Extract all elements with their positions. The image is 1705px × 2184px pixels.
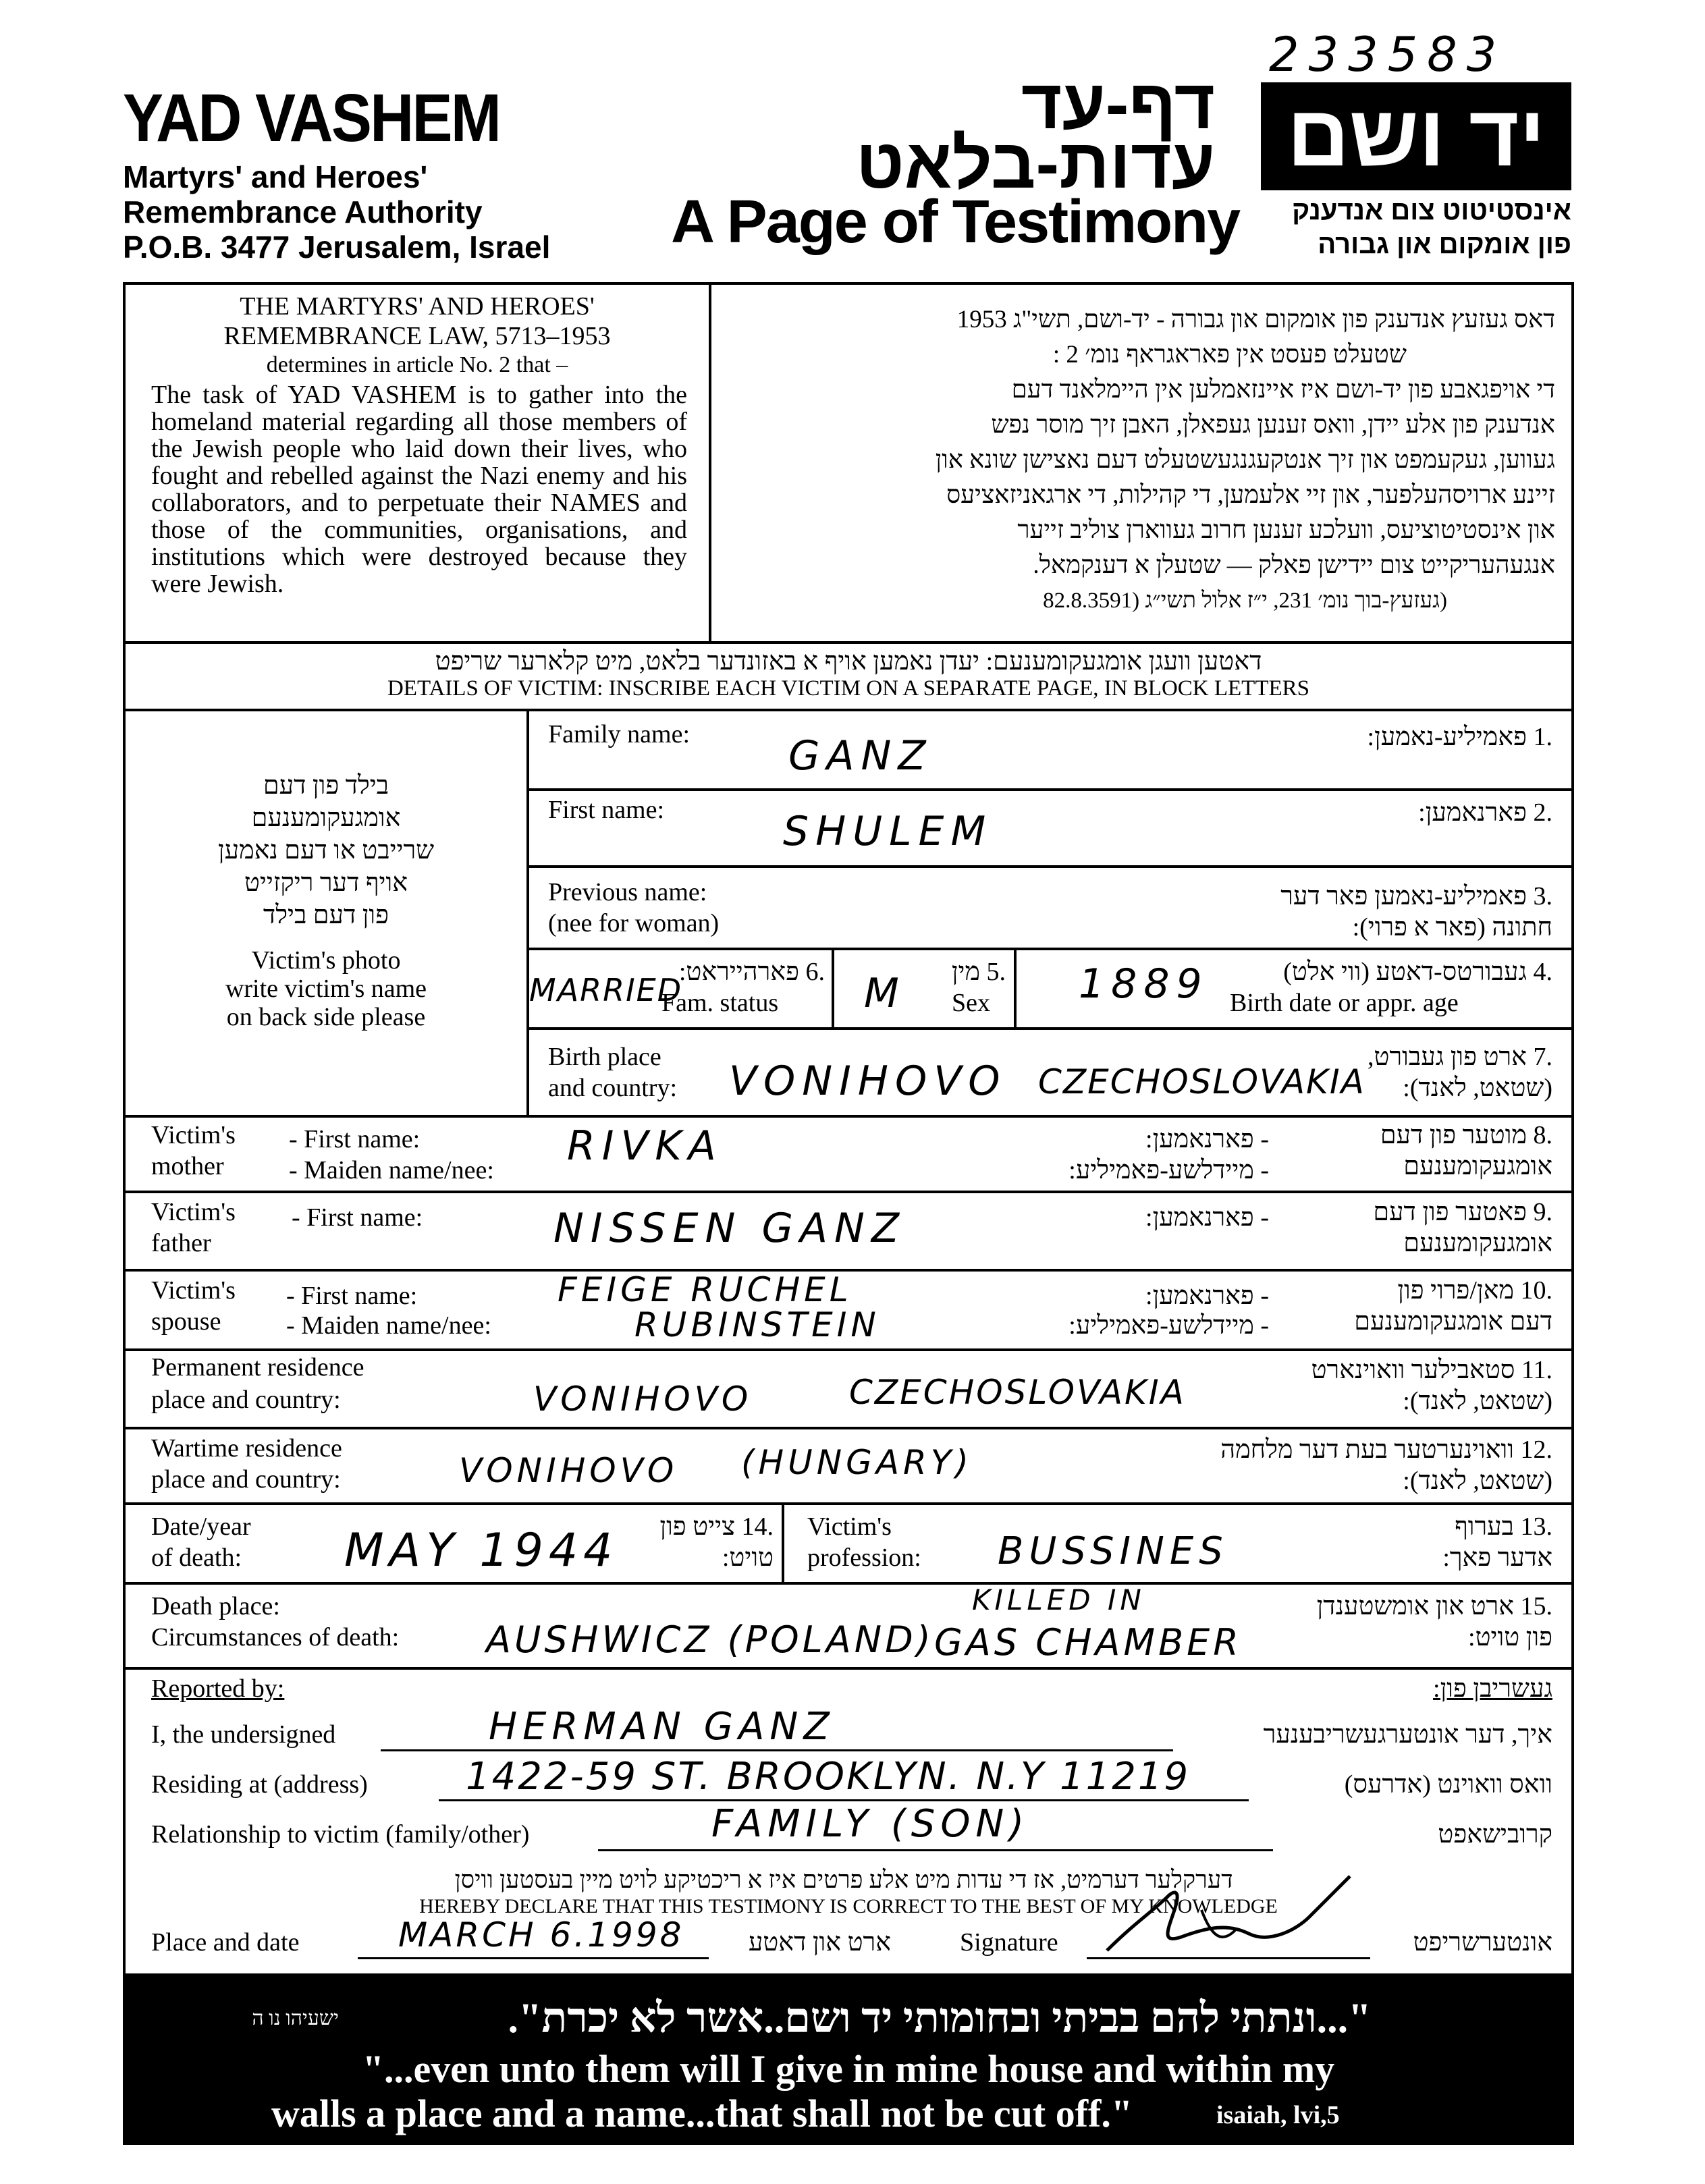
law-yiddish-line: אנדענק פון אלע יידן, וואס זענען געפאלן, האבן זיך מוסר נפש <box>991 411 1555 439</box>
death-note-value[interactable]: KILLED IN <box>972 1583 1145 1616</box>
spouse-maiden-name-label: - Maiden name/nee: <box>286 1311 491 1340</box>
declaration-english: HEREBY DECLARE THAT THIS TESTIMONY IS CORRECT TO THE BEST OF MY KNOWLEDGE <box>419 1895 1278 1917</box>
photo-yiddish-line: בילד פון דעם <box>263 771 389 800</box>
spouse-maiden-name-heb-label: - מיידלשע-פאמיליע: <box>1068 1311 1269 1340</box>
org-name-line2: Remembrance Authority <box>123 194 483 229</box>
signature-label: Signature <box>960 1928 1058 1957</box>
footer-hebrew-quote: "...ונתתי להם בביתי ובחומותי יד ושם..אשר לא יכרת". <box>508 1996 1372 2042</box>
place-date-heb-label: ארט און דאטע <box>748 1928 891 1957</box>
details-heading-english: DETAILS OF VICTIM: INSCRIBE EACH VICTIM ON A SEPARATE PAGE, IN BLOCK LETTERS <box>387 676 1310 701</box>
fam-status-heb-label: .6 פארהייראט: <box>678 958 825 986</box>
death-circumstance-value[interactable]: GAS CHAMBER <box>934 1621 1242 1664</box>
birth-place-value[interactable]: VONIHOVO <box>729 1058 1007 1105</box>
spouse-first-name-value[interactable]: FEIGE RUCHEL <box>558 1270 852 1309</box>
mother-maiden-name-label: - Maiden name/nee: <box>289 1156 494 1184</box>
previous-name-sublabel: (nee for woman) <box>548 909 720 937</box>
page-title: A Page of Testimony <box>671 188 1240 256</box>
death-date-heb-sublabel: טויט: <box>722 1544 774 1572</box>
wartime-place-value[interactable]: VONIHOVO <box>459 1451 678 1490</box>
birth-place-heb-label: .7 ארט פון געבורט, <box>1368 1043 1552 1071</box>
address-value[interactable]: 1422-59 ST. BROOKLYN. N.Y 11219 <box>466 1755 1191 1799</box>
fam-status-value[interactable]: MARRIED <box>529 972 683 1008</box>
sex-value[interactable]: M <box>864 970 906 1017</box>
first-name-heb-label: .2 פארנאמען: <box>1418 798 1552 827</box>
declaration-yiddish: דערקלער דערמיט, אז די עדות מיט אלע פרטים איז א ריכטיקע לויט מיין בעסטען וויסן <box>454 1866 1233 1893</box>
profession-heb-sublabel: אדער פאך: <box>1442 1544 1552 1572</box>
spouse-first-name-heb-label: - פארנאמען: <box>1145 1282 1269 1310</box>
birth-date-heb-label: .4 געבורטס-דאטע (ווי אלט) <box>1283 958 1552 986</box>
fam-status-label: Fam. status <box>661 989 779 1017</box>
footer-hebrew-source: ישעיהו נו ה <box>252 2007 339 2029</box>
header-title: YAD VASHEM <box>123 80 500 156</box>
death-date-value[interactable]: MAY 1944 <box>344 1524 618 1577</box>
law-heading-3: determines in article No. 2 that – <box>266 352 568 377</box>
permanent-residence-heb-sublabel: (שטאט, לאנד): <box>1403 1387 1552 1415</box>
spouse-label: Victim's <box>151 1276 236 1305</box>
undersigned-heb-label: איך, דער אונטערגעשריבענער <box>1263 1720 1552 1749</box>
birth-date-label: Birth date or appr. age <box>1230 989 1459 1017</box>
wartime-residence-sublabel: place and country: <box>151 1465 341 1494</box>
org-name-line1: Martyrs' and Heroes' <box>123 159 428 194</box>
relationship-heb-label: קרובישאפט <box>1438 1820 1552 1849</box>
death-date-sublabel: of death: <box>151 1544 242 1572</box>
photo-instructions-english <box>126 946 526 1031</box>
death-place-heb-sublabel: פון טויט: <box>1468 1623 1552 1651</box>
footer-english-line2: walls a place and a name...that shall not be cut off." <box>271 2092 1133 2135</box>
mother-sublabel: mother <box>151 1152 224 1180</box>
previous-name-heb-sublabel: חתונה (פאר א פרוי): <box>1352 913 1552 941</box>
birth-place-heb-sublabel: (שטאט, לאנד): <box>1403 1074 1552 1102</box>
law-yiddish <box>724 302 1555 618</box>
profession-value[interactable]: BUSSINES <box>998 1529 1228 1573</box>
family-name-heb-label: .1 פאמיליע-נאמען: <box>1367 723 1552 751</box>
law-yiddish-line: די אויפגאבע פון יד-ושם איז איינזאמלען אין היימלאנד דעם <box>1011 376 1555 404</box>
profession-label: Victim's <box>807 1512 892 1541</box>
father-first-name-heb-label: - פארנאמען: <box>1145 1203 1269 1232</box>
family-name-value[interactable]: GANZ <box>788 732 933 780</box>
law-yiddish-line: דאס געזעץ אנדענק פון אומקום און גבורה - יד-ושם, תשי"ג 1953 <box>956 306 1555 333</box>
photo-english-line: on back side please <box>226 1003 426 1031</box>
birth-place-label: Birth place <box>548 1043 661 1071</box>
wartime-residence-heb-sublabel: (שטאט, לאנד): <box>1403 1467 1552 1495</box>
address-heb-label: וואס וואוינט (אדרעס) <box>1344 1770 1552 1799</box>
wartime-country-value[interactable]: (HUNGARY) <box>741 1443 973 1482</box>
place-date-value[interactable]: MARCH 6.1998 <box>398 1915 684 1955</box>
death-date-label: Date/year <box>151 1512 251 1541</box>
reported-by-heb-heading: געשריבן פון: <box>1433 1674 1552 1703</box>
permanent-place-value[interactable]: VONIHOVO <box>533 1380 753 1419</box>
birth-date-value[interactable]: 1889 <box>1079 960 1209 1008</box>
photo-english-line: write victim's name <box>225 975 427 1003</box>
law-yiddish-line: אנגעהעריקייט צום יידישן פאלק — שטעלן א דענקמאל. <box>1033 551 1555 579</box>
mother-heb-label: .8 מוטער פון דעם <box>1380 1121 1552 1149</box>
yiddish-title-2: עדות-בלאט <box>856 125 1215 203</box>
law-body: The task of YAD VASHEM is to gather into the homeland material regarding all those members of the Jewish people who laid down their lives, who fought and rebelled against the Nazi enemy and his collaborators, and to perpetuate their NAMES and those of the communities, organisations, and institutions which were destroyed because they were Jewish. <box>151 381 687 598</box>
spouse-maiden-name-value[interactable]: RUBINSTEIN <box>634 1305 880 1344</box>
previous-name-heb-label: .3 פאמיליע-נאמען פאר דער <box>1280 882 1552 910</box>
photo-yiddish-line: אומגעקומענעם <box>251 804 401 832</box>
death-circumstances-label: Circumstances of death: <box>151 1623 400 1651</box>
spouse-sublabel: spouse <box>151 1307 221 1336</box>
law-yiddish-line: געווען, געקעמפט און זיך אנטקעגנגעשטעלט דעם נאצישן שונא און <box>935 446 1555 474</box>
logo-text: יד ושם <box>1287 88 1546 184</box>
death-date-heb-label: .14 צייט פון <box>659 1512 774 1541</box>
spouse-heb-sublabel: דעם אומגעקומענעם <box>1354 1307 1552 1336</box>
place-date-label: Place and date <box>151 1928 300 1957</box>
mother-heb-sublabel: אומגעקומענעם <box>1403 1152 1552 1180</box>
mother-first-name-heb-label: - פארנאמען: <box>1145 1125 1269 1153</box>
father-label: Victim's <box>151 1198 236 1226</box>
org-address: P.O.B. 3477 Jerusalem, Israel <box>123 229 551 265</box>
death-place-heb-label: .15 ארט און אומשטענדן <box>1316 1592 1552 1620</box>
previous-name-label: Previous name: <box>548 878 707 906</box>
mother-maiden-name-heb-label: - מיידלשע-פאמיליע: <box>1068 1156 1269 1184</box>
yiddish-title-1: דף-עד <box>1021 65 1215 144</box>
address-label: Residing at (address) <box>151 1770 368 1799</box>
permanent-residence-heb-label: .11 סטאבילער וואוינארט <box>1311 1356 1552 1384</box>
death-place-value[interactable]: AUSHWICZ (POLAND) <box>486 1618 934 1661</box>
relationship-label: Relationship to victim (family/other) <box>151 1820 530 1849</box>
permanent-residence-label: Permanent residence <box>151 1353 364 1382</box>
law-yiddish-line: און אינסטיטוציעס, וועלכע זענען חרוב געווארן צוליב זייער <box>1017 516 1555 544</box>
signature-mark[interactable] <box>1093 1869 1377 1964</box>
family-name-label: Family name: <box>548 720 691 748</box>
father-heb-label: .9 פאטער פון דעם <box>1373 1198 1552 1226</box>
wartime-residence-label: Wartime residence <box>151 1434 342 1463</box>
law-yiddish-line: זיינע ארויסהעלפער, און זיי אלעמען, די קהילות, די ארגאניזאציעס <box>946 481 1555 509</box>
footer-english-source: isaiah, lvi,5 <box>1216 2101 1340 2129</box>
undersigned-label: I, the undersigned <box>151 1720 336 1749</box>
photo-english-line: Victim's photo <box>251 946 401 975</box>
law-heading-1: THE MARTYRS' AND HEROES' <box>240 292 595 321</box>
mother-first-name-label: - First name: <box>289 1125 421 1153</box>
mother-first-name-value[interactable]: RIVKA <box>567 1122 723 1170</box>
father-first-name-label: - First name: <box>292 1203 423 1232</box>
profession-sublabel: profession: <box>807 1544 921 1572</box>
footer-english-line1: "...even unto them will I give in mine house and within my <box>362 2047 1335 2091</box>
document-number: 233583 <box>1269 27 1507 82</box>
spouse-first-name-label: - First name: <box>286 1282 418 1310</box>
reporter-name-value[interactable]: HERMAN GANZ <box>489 1705 835 1749</box>
details-heading-yiddish: דאטען וועגן אומגעקומענעם: יעדן נאמען אויף א באזונדער בלאט, מיט קלארער שריפט <box>435 647 1262 676</box>
law-yiddish-line: שטעלט פעסט אין פאראגראף נומ׳ 2 : <box>1052 341 1407 368</box>
photo-instructions-yiddish <box>126 769 526 931</box>
photo-yiddish-line: פון דעם בילד <box>263 901 389 929</box>
photo-yiddish-line: אויף דער ריקזייט <box>244 869 408 897</box>
sex-label: Sex <box>952 989 990 1017</box>
logo-subtitle-2: פון אומקום און גבורה <box>1318 229 1571 259</box>
profession-heb-label: .13 בערוף <box>1455 1512 1552 1541</box>
first-name-value[interactable]: SHULEM <box>783 808 993 855</box>
logo-subtitle-1: אינסטיטוט צום אנדענק <box>1292 196 1571 225</box>
sex-heb-label: .5 מין <box>951 958 1006 986</box>
photo-yiddish-line: שרייבט או דעם נאמען <box>217 836 435 865</box>
law-heading-2: REMEMBRANCE LAW, 5713–1953 <box>223 322 611 350</box>
first-name-label: First name: <box>548 796 665 824</box>
spouse-heb-label: .10 מאן/פרוי פון <box>1397 1276 1552 1305</box>
yad-vashem-logo <box>1261 82 1571 190</box>
mother-label: Victim's <box>151 1121 236 1149</box>
reported-by-heading: Reported by: <box>151 1674 285 1703</box>
permanent-residence-sublabel: place and country: <box>151 1386 341 1414</box>
permanent-country-value[interactable]: CZECHOSLOVAKIA <box>849 1373 1186 1412</box>
relationship-value[interactable]: FAMILY (SON) <box>711 1802 1030 1846</box>
father-heb-sublabel: אומגעקומענעם <box>1403 1229 1552 1257</box>
birth-country-value[interactable]: CZECHOSLOVAKIA <box>1038 1062 1365 1101</box>
father-sublabel: father <box>151 1229 211 1257</box>
father-name-value[interactable]: NISSEN GANZ <box>553 1205 906 1252</box>
footer-quote-band <box>123 1976 1574 2145</box>
law-yiddish-line: (געזעץ-בוך נומ׳ 231, י״ז אלול תשי״ג (82.8.3591 <box>1043 589 1447 613</box>
signature-heb-label: אונטערשריפט <box>1413 1928 1552 1957</box>
death-place-label: Death place: <box>151 1592 280 1620</box>
birth-place-sublabel: and country: <box>548 1074 678 1102</box>
wartime-residence-heb-label: .12 וואוינערטער בעת דער מלחמה <box>1220 1436 1552 1464</box>
